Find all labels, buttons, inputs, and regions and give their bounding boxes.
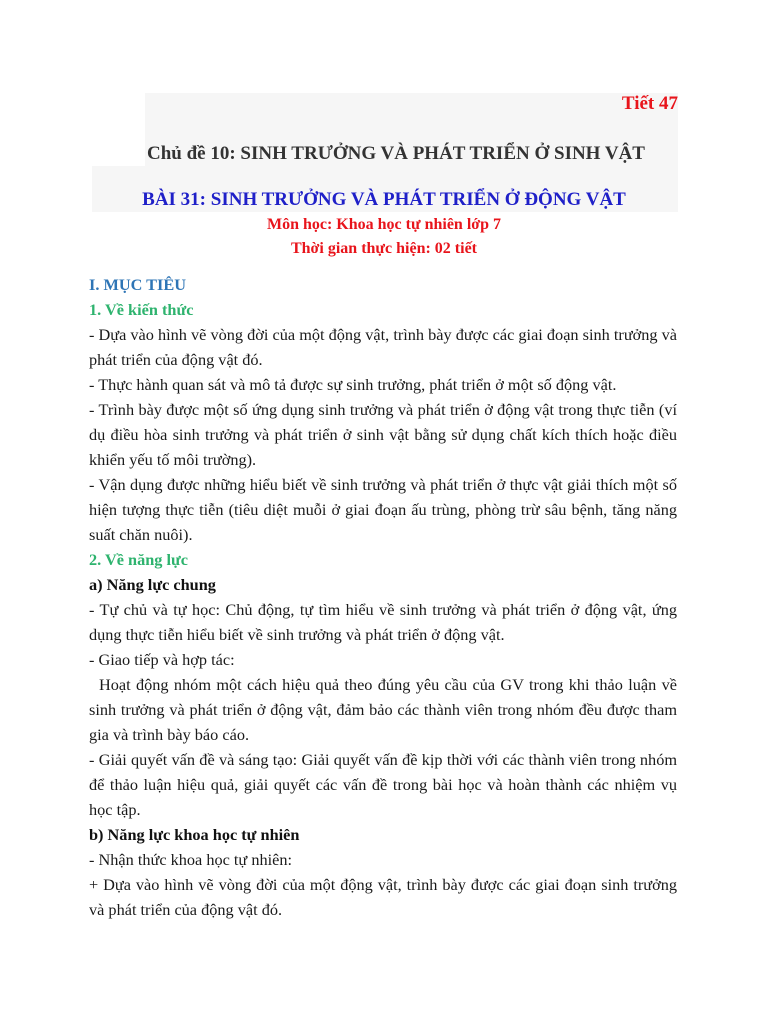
paragraph: - Trình bày được một số ứng dụng sinh trưởng và phát triển ở động vật trong thực tiễn (ví dụ điều hòa sinh trưởng và phát triển ở sinh vật bằng sử dụng chất kích thích hoặc điều khiển yếu tố môi trường). — [89, 400, 677, 469]
paragraph: Hoạt động nhóm một cách hiệu quả theo đúng yêu cầu của GV trong khi thảo luận về sinh trưởng và phát triển ở động vật, đảm bảo các thành viên trong nhóm đều được tham gia và trình bày báo cáo. — [89, 675, 677, 744]
paragraph: + Dựa vào hình vẽ vòng đời của một động vật, trình bày được các giai đoạn sinh trưởng và phát triển của động vật đó. — [89, 875, 677, 919]
paragraph: - Nhận thức khoa học tự nhiên: — [89, 850, 293, 869]
subsection-title: b) Năng lực khoa học tự nhiên — [89, 825, 300, 844]
duration-line: Thời gian thực hiện: 02 tiết — [290, 240, 478, 257]
topic-title: Chủ đề 10: SINH TRƯỞNG VÀ PHÁT TRIỂN Ở SINH VẬT — [147, 143, 645, 164]
subsection-heading: 2. Về năng lực — [89, 550, 189, 569]
paragraph: - Tự chủ và tự học: Chủ động, tự tìm hiểu về sinh trưởng và phát triển ở động vật, ứng dụng thực tiễn hiểu biết về sinh trưởng và phát triển ở động vật. — [89, 600, 677, 644]
document-body — [89, 272, 677, 922]
paragraph: - Dựa vào hình vẽ vòng đời của một động vật, trình bày được các giai đoạn sinh trưởng và phát triển của động vật đó. — [89, 325, 677, 369]
section-heading: I. MỤC TIÊU — [89, 275, 186, 294]
subject-line: Môn học: Khoa học tự nhiên lớp 7 — [266, 216, 502, 233]
paragraph: - Giải quyết vấn đề và sáng tạo: Giải quyết vấn đề kịp thời với các thành viên trong nhóm để thảo luận hiệu quả, giải quyết các vấn đề trong bài học và hoàn thành các nhiệm vụ học tập. — [89, 750, 677, 819]
lesson-number: Tiết 47 — [621, 93, 678, 114]
subsection-heading: 1. Về kiến thức — [89, 300, 194, 319]
lesson-title: BÀI 31: SINH TRƯỞNG VÀ PHÁT TRIỂN Ở ĐỘNG VẬT — [142, 189, 626, 210]
paragraph: - Vận dụng được những hiểu biết về sinh trưởng và phát triển ở thực vật giải thích một số hiện tượng thực tiễn (tiêu diệt muỗi ở giai đoạn ấu trùng, phòng trừ sâu bệnh, tăng năng suất chăn nuôi). — [89, 475, 677, 544]
paragraph: - Giao tiếp và hợp tác: — [89, 650, 235, 669]
paragraph: - Thực hành quan sát và mô tả được sự sinh trưởng, phát triển ở một số động vật. — [89, 375, 617, 394]
subsection-title: a) Năng lực chung — [89, 575, 216, 594]
